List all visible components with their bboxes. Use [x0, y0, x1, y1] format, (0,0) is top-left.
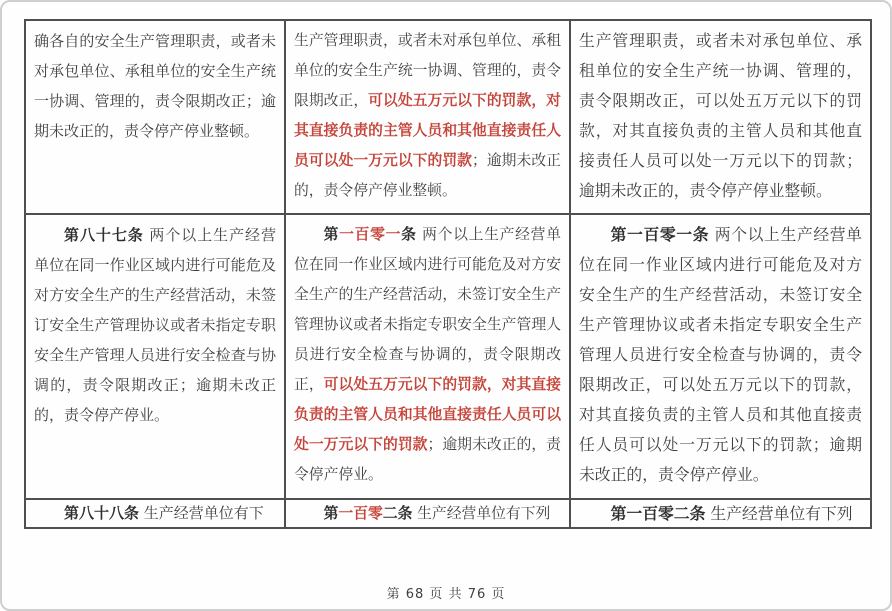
table-row	[25, 20, 871, 214]
text-run-article: 第	[323, 505, 339, 522]
text-run-article: 条	[401, 226, 417, 243]
table-cell-r3c2	[285, 499, 570, 528]
table-row	[25, 214, 871, 499]
table-cell-r2c1	[25, 214, 285, 499]
table-row	[25, 499, 871, 528]
text-run-article: 第八十七条	[64, 226, 144, 244]
text-run-normal: 确各自的安全生产管理职责，或者未对承包单位、承租单位的安全生产统一协调、管理的，责令限期改正；逾期未改正的，责令停产停业整顿。	[34, 32, 276, 140]
text-run-normal: 生产经营单位有下列	[705, 504, 853, 523]
table-cell-r3c1	[25, 499, 285, 528]
text-run-article: 第一百零二条	[610, 504, 706, 523]
text-run-normal: 生产管理职责，或者未对承包单位、承租单位的安全生产统一协调、管理的，责令限期改正，	[294, 32, 561, 109]
text-run-article: 第一百零一条	[610, 225, 710, 244]
text-run-normal: 两个以上生产经营单位在同一作业区域内进行可能危及对方安全生产的生产经营活动，未签订安全生产管理协议或者未指定专职安全生产管理人员进行安全检查与协调的，责令限期改正，可以处五万元以下的罚款，对其直接负责的主管人员和其他直接责任人员可以处一万元以下的罚款；逾期未改正的，责令停产停业。	[579, 225, 862, 484]
text-run-normal: ；逾期未改正的，责令停产停业整顿。	[294, 152, 561, 199]
text-run-normal: 生产经营单位有下列	[412, 505, 551, 522]
text-run-normal: 两个以上生产经营单位在同一作业区域内进行可能危及对方安全生产的生产经营活动，未签订安全生产管理协议或者未指定专职安全生产管理人员进行安全检查与协调的，责令限期改正，	[294, 226, 561, 393]
table-cell-r3c3	[570, 499, 871, 528]
text-run-normal: 生产经营单位有下	[139, 504, 264, 522]
table-cell-r2c2	[285, 214, 570, 499]
text-run-red: 可以处五万元以下的罚款，对其直接负责的主管人员和其他直接责任人员可以处一万元以下的罚款	[294, 376, 561, 453]
text-run-normal: 生产管理职责，或者未对承包单位、承租单位的安全生产统一协调、管理的，责令限期改正，可以处五万元以下的罚款，对其直接负责的主管人员和其他直接责任人员可以处一万元以下的罚款；逾期未改正的，责令停产停业整顿。	[579, 31, 862, 200]
table-cell-r1c3	[570, 20, 871, 214]
table-cell-r1c2	[285, 20, 570, 214]
table-cell-r2c3	[570, 214, 871, 499]
text-run-article: 二条	[382, 505, 413, 522]
text-run-article: 第	[323, 226, 340, 243]
law-comparison-table	[24, 19, 872, 529]
page-indicator: 第 68 页 共 76 页	[386, 587, 506, 602]
table-cell-r1c1	[25, 20, 285, 214]
text-run-article-red: 一百零	[338, 505, 383, 522]
text-run-normal: 两个以上生产经营单位在同一作业区域内进行可能危及对方安全生产的生产经营活动，未签订安全生产管理协议或者未指定专职安全生产管理人员进行安全检查与协调的，责令限期改正；逾期未改正的，责令停产停业。	[34, 226, 276, 424]
text-run-article-red: 一百零一	[339, 226, 402, 243]
text-run-normal: ；逾期未改正的，责令停产停业。	[294, 436, 561, 483]
text-run-article: 第八十八条	[64, 504, 140, 522]
text-run-red: 可以处五万元以下的罚款，对其直接负责的主管人员和其他直接责任人员可以处一万元以下的罚款	[294, 92, 561, 169]
